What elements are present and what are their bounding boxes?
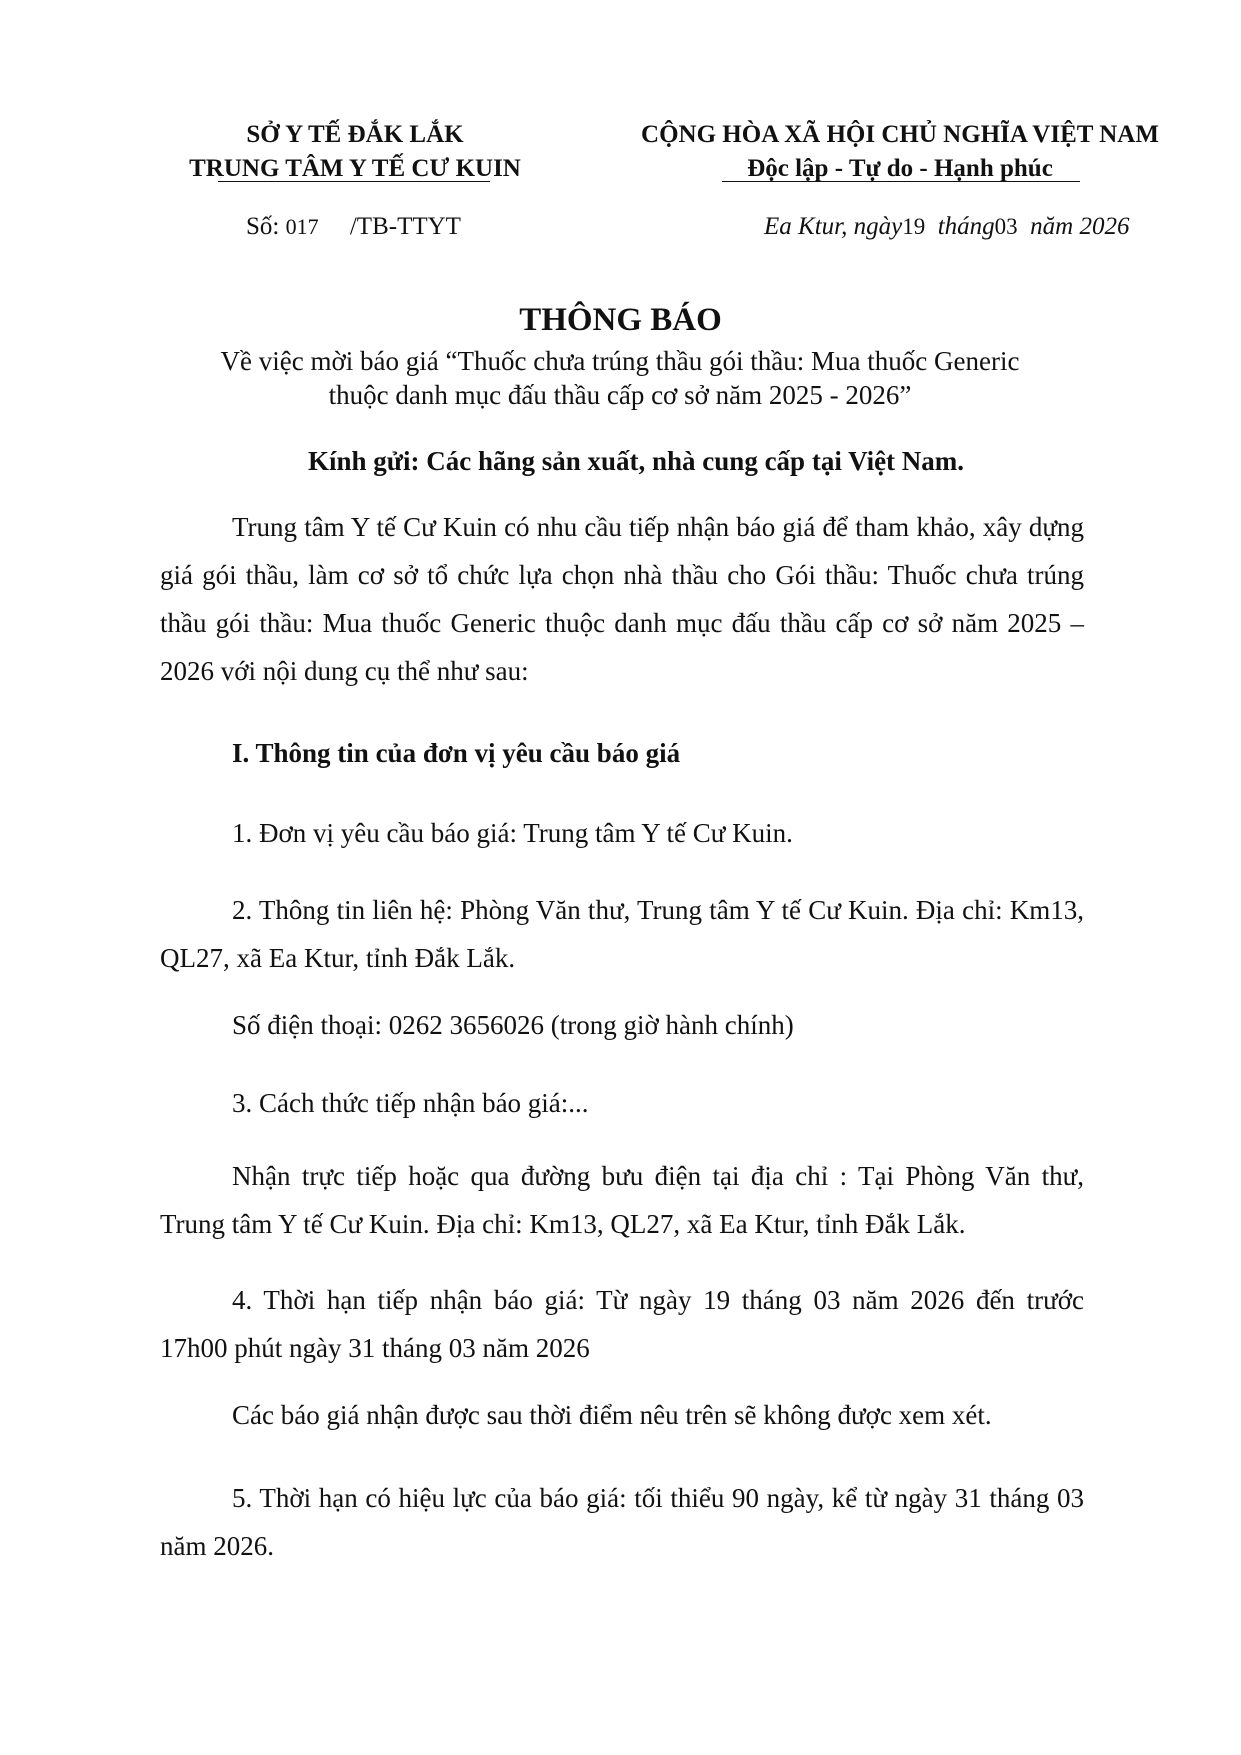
document-number-suffix: /TB-TTYT: [349, 213, 461, 240]
motto-underline: [722, 181, 1080, 182]
phone-number-line: Số điện thoại: 0262 3656026 (trong giờ hành chính): [232, 1010, 794, 1040]
parent-agency-name: SỞ Y TẾ ĐẮK LẮK: [246, 121, 464, 148]
national-motto: Độc lập - Tự do - Hạnh phúc: [747, 155, 1053, 182]
recipient-line: Kính gửi: Các hãng sản xuất, nhà cung cấp tại Việt Nam.: [308, 446, 965, 476]
subject-line-1: Về việc mời báo giá “Thuốc chưa trúng thầu gói thầu: Mua thuốc Generic: [220, 346, 1020, 376]
agency-underline: [218, 181, 490, 182]
item-1-requesting-unit: 1. Đơn vị yêu cầu báo giá: Trung tâm Y tế Cư Kuin.: [232, 818, 793, 848]
item-5-validity: 5. Thời hạn có hiệu lực của báo giá: tối thiểu 90 ngày, kể từ ngày 31 tháng 03 năm 2026.: [160, 1483, 1084, 1561]
issuing-agency-name: TRUNG TÂM Y TẾ CƯ KUIN: [189, 155, 521, 182]
subject-line-2: thuộc danh mục đấu thầu cấp cơ sở năm 2025 - 2026”: [328, 380, 912, 410]
section-1-heading: I. Thông tin của đơn vị yêu cầu báo giá: [232, 738, 681, 768]
date-year: năm 2026: [1030, 213, 1130, 240]
country-name: CỘNG HÒA XÃ HỘI CHỦ NGHĨA VIỆT NAM: [641, 121, 1159, 148]
document-date: [764, 213, 1129, 241]
date-month-label: tháng: [937, 213, 995, 240]
document-title: THÔNG BÁO: [519, 302, 722, 338]
item-3-receiving-detail: Nhận trực tiếp hoặc qua đường bưu điện tại địa chỉ : Tại Phòng Văn thư, Trung tâm Y tế Cư Kuin. Địa chỉ: Km13, QL27, xã Ea Ktur, tỉnh Đắk Lắk.: [160, 1161, 1084, 1239]
document-subject: [120, 344, 1120, 412]
date-place-prefix: Ea Ktur, ngày: [764, 213, 903, 240]
date-day: 19: [902, 214, 926, 239]
date-month: 03: [994, 214, 1018, 239]
issuing-agency-block: [150, 118, 560, 186]
item-3-receiving-method: 3. Cách thức tiếp nhận báo giá:...: [232, 1088, 589, 1118]
document-number-value: 017: [285, 214, 319, 239]
item-4-deadline: 4. Thời hạn tiếp nhận báo giá: Từ ngày 19 tháng 03 năm 2026 đến trước 17h00 phút ngày 31 tháng 03 năm 2026: [160, 1285, 1084, 1363]
document-number-prefix: Số:: [246, 213, 280, 240]
national-motto-block: [610, 118, 1190, 186]
intro-paragraph: Trung tâm Y tế Cư Kuin có nhu cầu tiếp nhận báo giá để tham khảo, xây dựng giá gói thầu, làm cơ sở tổ chức lựa chọn nhà thầu cho Gói thầu: Thuốc chưa trúng thầu gói thầu: Mua thuốc Generic thuộc danh mục đấu thầu cấp cơ sở năm 2025 – 2026 với nội dung cụ thể như sau:: [160, 512, 1084, 686]
item-2-contact-info: 2. Thông tin liên hệ: Phòng Văn thư, Trung tâm Y tế Cư Kuin. Địa chỉ: Km13, QL27, xã Ea Ktur, tỉnh Đắk Lắk.: [160, 895, 1084, 973]
document-number: [246, 213, 461, 241]
item-4-late-note: Các báo giá nhận được sau thời điểm nêu trên sẽ không được xem xét.: [232, 1400, 992, 1430]
